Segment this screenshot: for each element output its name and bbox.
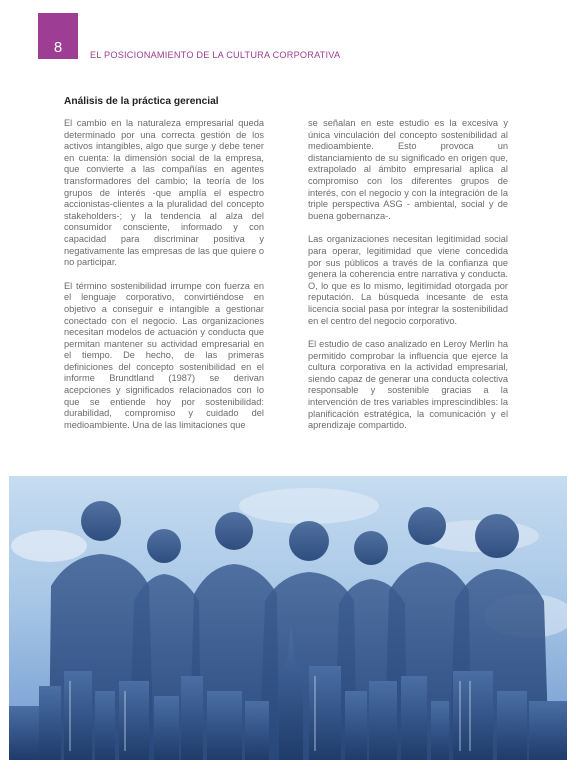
page-number-badge — [38, 13, 78, 59]
paragraph: El término sostenibilidad irrumpe con fuerza en el lenguaje corporativo, convirtiéndose en objetivo a conseguir e intangible a gestionar conectado con el negocio. Las organizaciones necesitan modelos de actuación y conducta que permitan mantener su actividad empresarial en el tiempo. De hecho, de las primeras definiciones del concepto sostenibilidad en el informe Brundtland (1987) se derivan acepciones y significados relacionados con lo que se entiende hoy por sostenibilidad: durabilidad, compromiso y cuidado del medioambiente. Una de las limitaciones que — [64, 280, 264, 430]
paragraph: El cambio en la naturaleza empresarial queda determinado por una correcta gestión de los activos intangibles, algo que surge y debe tener en cuenta: la dimensión social de la empresa, que convierte a las compañías en agentes transformadores del cambio; la teoría de los grupos de interés -que amplía el espectro accionistas-clientes a la pluralidad del concepto stakeholders-; y la tendencia al alza del consumidor consciente, informado y con capacidad para discriminar positiva y negativamente las empresas de las que quiere o no participar. — [64, 118, 264, 268]
photo-illustration — [9, 476, 567, 760]
page-number: 8 — [53, 39, 63, 56]
running-header: EL POSICIONAMIENTO DE LA CULTURA CORPORATIVA — [90, 50, 341, 60]
paragraph: Las organizaciones necesitan legitimidad social para operar, legitimidad que viene concedida por sus públicos a través de la confianza que genera la coherencia entre narrativa y conducta. O, lo que es lo mismo, legitimidad otorgada por reputación. La búsqueda incesante de esta licencia social pasa por integrar la sostenibilidad en el centro del negocio corporativo. — [308, 234, 508, 326]
left-column — [64, 118, 264, 443]
section-heading: Análisis de la práctica gerencial — [64, 96, 219, 107]
paragraph: El estudio de caso analizado en Leroy Merlin ha permitido comprobar la influencia que ejerce la cultura corporativa en la actividad empresarial, siendo capaz de generar una conducta colectiva responsable y sostenible gracias a la intervención de tres variables imprescindibles: la planificación estratégica, la comunicación y el aprendizaje compartido. — [308, 339, 508, 431]
team-skyline-photo — [9, 476, 567, 760]
paragraph: se señalan en este estudio es la excesiva y única vinculación del concepto sostenibilidad al medioambiente. Esto provoca un distanciamiento de su significado en origen que, extrapolado al ámbito empresarial aplica al compromiso con los diferentes grupos de interés, con el negocio y con la integración de la triple perspectiva ASG - ambiental, social y de buena gobernanza-. — [308, 118, 508, 221]
right-column — [308, 118, 508, 444]
